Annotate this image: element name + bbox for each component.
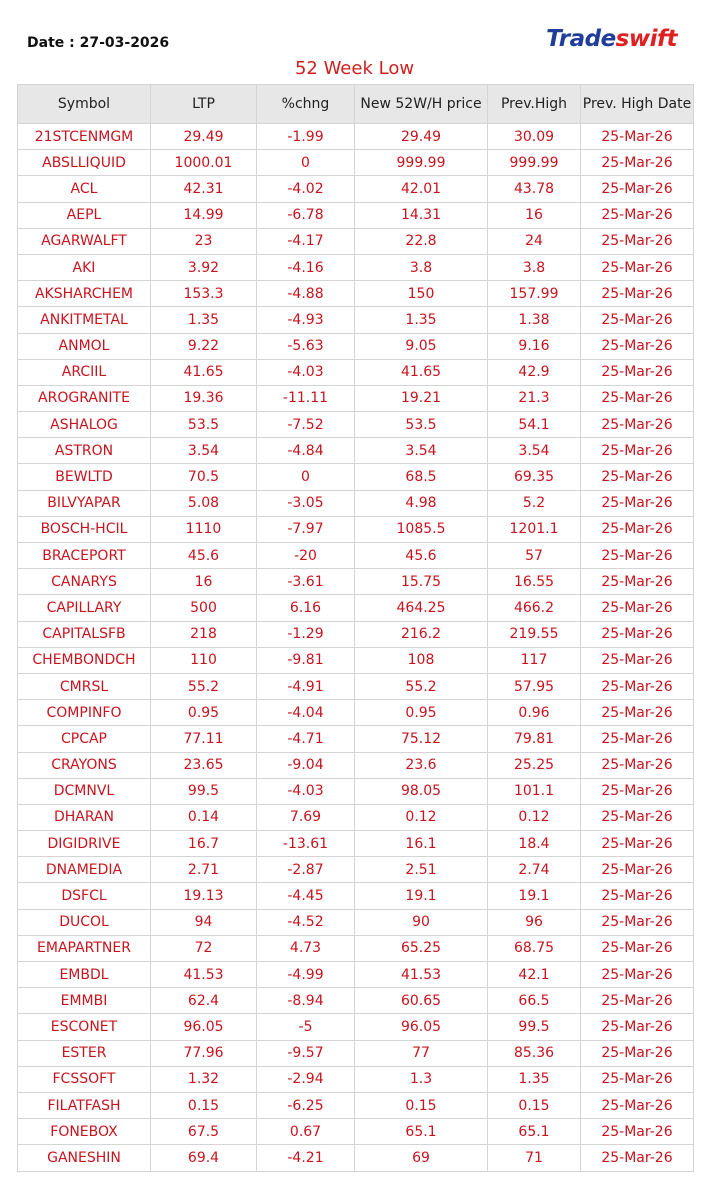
symbol-cell: 21STCENMGM <box>18 124 151 150</box>
table-row <box>18 333 694 359</box>
prev-high-date-cell: 25-Mar-26 <box>581 202 694 228</box>
new-52w-price-cell: 108 <box>355 647 488 673</box>
ltp-cell: 23 <box>151 228 257 254</box>
percent-change-cell: -13.61 <box>257 831 355 857</box>
table-row <box>18 254 694 280</box>
new-52w-price-cell: 90 <box>355 909 488 935</box>
symbol-cell: BRACEPORT <box>18 543 151 569</box>
symbol-cell: ABSLLIQUID <box>18 150 151 176</box>
table-row <box>18 988 694 1014</box>
table-row <box>18 176 694 202</box>
percent-change-cell: -9.81 <box>257 647 355 673</box>
logo-text-trade: Trade <box>546 26 616 52</box>
new-52w-price-cell: 0.15 <box>355 1092 488 1118</box>
ltp-cell: 67.5 <box>151 1119 257 1145</box>
new-52w-price-cell: 23.6 <box>355 752 488 778</box>
prev-high-date-cell: 25-Mar-26 <box>581 909 694 935</box>
new-52w-price-cell: 45.6 <box>355 543 488 569</box>
prev-high-date-cell: 25-Mar-26 <box>581 673 694 699</box>
new-52w-price-cell: 77 <box>355 1040 488 1066</box>
percent-change-cell: -6.78 <box>257 202 355 228</box>
ltp-cell: 72 <box>151 935 257 961</box>
symbol-cell: AKI <box>18 254 151 280</box>
prev-high-cell: 16.55 <box>488 569 581 595</box>
ltp-cell: 70.5 <box>151 464 257 490</box>
prev-high-date-cell: 25-Mar-26 <box>581 831 694 857</box>
prev-high-date-cell: 25-Mar-26 <box>581 124 694 150</box>
ltp-cell: 0.15 <box>151 1092 257 1118</box>
new-52w-price-cell: 16.1 <box>355 831 488 857</box>
percent-change-cell: -4.52 <box>257 909 355 935</box>
new-52w-price-cell: 65.1 <box>355 1119 488 1145</box>
prev-high-cell: 3.8 <box>488 254 581 280</box>
prev-high-cell: 0.96 <box>488 700 581 726</box>
ltp-cell: 96.05 <box>151 1014 257 1040</box>
symbol-cell: FILATFASH <box>18 1092 151 1118</box>
symbol-cell: EMBDL <box>18 962 151 988</box>
prev-high-date-cell: 25-Mar-26 <box>581 543 694 569</box>
symbol-cell: AROGRANITE <box>18 385 151 411</box>
table-row <box>18 700 694 726</box>
ltp-cell: 9.22 <box>151 333 257 359</box>
percent-change-cell: -4.17 <box>257 228 355 254</box>
prev-high-date-cell: 25-Mar-26 <box>581 412 694 438</box>
table-row <box>18 1014 694 1040</box>
symbol-cell: ANMOL <box>18 333 151 359</box>
prev-high-cell: 96 <box>488 909 581 935</box>
new-52w-price-cell: 19.1 <box>355 883 488 909</box>
ltp-cell: 500 <box>151 595 257 621</box>
percent-change-cell: 0.67 <box>257 1119 355 1145</box>
percent-change-cell: -4.02 <box>257 176 355 202</box>
new-52w-price-cell: 29.49 <box>355 124 488 150</box>
percent-change-cell: -5 <box>257 1014 355 1040</box>
percent-change-cell: -9.57 <box>257 1040 355 1066</box>
percent-change-cell: -4.71 <box>257 726 355 752</box>
prev-high-date-cell: 25-Mar-26 <box>581 281 694 307</box>
symbol-cell: BOSCH-HCIL <box>18 516 151 542</box>
percent-change-cell: -9.04 <box>257 752 355 778</box>
new-52w-price-cell: 75.12 <box>355 726 488 752</box>
prev-high-cell: 57.95 <box>488 673 581 699</box>
new-52w-price-cell: 3.8 <box>355 254 488 280</box>
table-header-row <box>18 85 694 124</box>
prev-high-cell: 42.1 <box>488 962 581 988</box>
new-52w-price-cell: 53.5 <box>355 412 488 438</box>
prev-high-cell: 57 <box>488 543 581 569</box>
percent-change-cell: -4.04 <box>257 700 355 726</box>
table-row <box>18 412 694 438</box>
symbol-cell: COMPINFO <box>18 700 151 726</box>
prev-high-cell: 65.1 <box>488 1119 581 1145</box>
new-52w-price-cell: 41.65 <box>355 359 488 385</box>
new-52w-price-cell: 9.05 <box>355 333 488 359</box>
table-row <box>18 752 694 778</box>
table-row <box>18 359 694 385</box>
ltp-cell: 41.65 <box>151 359 257 385</box>
symbol-cell: CPCAP <box>18 726 151 752</box>
prev-high-date-cell: 25-Mar-26 <box>581 516 694 542</box>
ltp-cell: 5.08 <box>151 490 257 516</box>
new-52w-price-cell: 999.99 <box>355 150 488 176</box>
prev-high-cell: 0.15 <box>488 1092 581 1118</box>
ltp-cell: 218 <box>151 621 257 647</box>
prev-high-cell: 30.09 <box>488 124 581 150</box>
prev-high-date-cell: 25-Mar-26 <box>581 857 694 883</box>
symbol-cell: ANKITMETAL <box>18 307 151 333</box>
prev-high-date-cell: 25-Mar-26 <box>581 700 694 726</box>
prev-high-date-cell: 25-Mar-26 <box>581 752 694 778</box>
symbol-cell: DCMNVL <box>18 778 151 804</box>
table-row <box>18 883 694 909</box>
percent-change-cell: -2.87 <box>257 857 355 883</box>
prev-high-cell: 25.25 <box>488 752 581 778</box>
percent-change-cell: -7.97 <box>257 516 355 542</box>
prev-high-date-cell: 25-Mar-26 <box>581 988 694 1014</box>
ltp-cell: 55.2 <box>151 673 257 699</box>
prev-high-cell: 9.16 <box>488 333 581 359</box>
prev-high-cell: 79.81 <box>488 726 581 752</box>
ltp-cell: 16 <box>151 569 257 595</box>
table-row <box>18 543 694 569</box>
symbol-cell: ASHALOG <box>18 412 151 438</box>
percent-change-cell: 6.16 <box>257 595 355 621</box>
new-52w-price-cell: 216.2 <box>355 621 488 647</box>
new-52w-price-cell: 14.31 <box>355 202 488 228</box>
report-date: Date : 27-03-2026 <box>27 35 170 51</box>
ltp-cell: 1.32 <box>151 1066 257 1092</box>
symbol-cell: AGARWALFT <box>18 228 151 254</box>
prev-high-cell: 43.78 <box>488 176 581 202</box>
ltp-cell: 3.92 <box>151 254 257 280</box>
prev-high-date-cell: 25-Mar-26 <box>581 1119 694 1145</box>
prev-high-cell: 71 <box>488 1145 581 1171</box>
table-row <box>18 516 694 542</box>
percent-change-cell: -4.45 <box>257 883 355 909</box>
ltp-cell: 69.4 <box>151 1145 257 1171</box>
symbol-cell: GANESHIN <box>18 1145 151 1171</box>
percent-change-cell: -7.52 <box>257 412 355 438</box>
percent-change-cell: -2.94 <box>257 1066 355 1092</box>
new-52w-price-cell: 68.5 <box>355 464 488 490</box>
symbol-cell: AKSHARCHEM <box>18 281 151 307</box>
symbol-cell: CRAYONS <box>18 752 151 778</box>
prev-high-date-cell: 25-Mar-26 <box>581 935 694 961</box>
percent-change-cell: -4.99 <box>257 962 355 988</box>
ltp-cell: 62.4 <box>151 988 257 1014</box>
prev-high-date-cell: 25-Mar-26 <box>581 1145 694 1171</box>
ltp-cell: 45.6 <box>151 543 257 569</box>
ltp-cell: 1.35 <box>151 307 257 333</box>
new-52w-price-cell: 65.25 <box>355 935 488 961</box>
percent-change-cell: 0 <box>257 464 355 490</box>
new-52w-price-cell: 98.05 <box>355 778 488 804</box>
prev-high-date-cell: 25-Mar-26 <box>581 1040 694 1066</box>
prev-high-date-cell: 25-Mar-26 <box>581 150 694 176</box>
new-52w-price-cell: 19.21 <box>355 385 488 411</box>
ltp-cell: 42.31 <box>151 176 257 202</box>
new-52w-price-cell: 41.53 <box>355 962 488 988</box>
prev-high-date-cell: 25-Mar-26 <box>581 176 694 202</box>
prev-high-cell: 16 <box>488 202 581 228</box>
prev-high-cell: 999.99 <box>488 150 581 176</box>
table-row <box>18 962 694 988</box>
percent-change-cell: -8.94 <box>257 988 355 1014</box>
percent-change-cell: 0 <box>257 150 355 176</box>
percent-change-cell: -5.63 <box>257 333 355 359</box>
percent-change-cell: -20 <box>257 543 355 569</box>
prev-high-cell: 54.1 <box>488 412 581 438</box>
prev-high-cell: 1201.1 <box>488 516 581 542</box>
table-row <box>18 673 694 699</box>
prev-high-date-cell: 25-Mar-26 <box>581 1092 694 1118</box>
prev-high-cell: 2.74 <box>488 857 581 883</box>
table-row <box>18 1040 694 1066</box>
ltp-cell: 1110 <box>151 516 257 542</box>
symbol-cell: EMMBI <box>18 988 151 1014</box>
symbol-cell: DIGIDRIVE <box>18 831 151 857</box>
table-row <box>18 1066 694 1092</box>
symbol-cell: ASTRON <box>18 438 151 464</box>
symbol-cell: BEWLTD <box>18 464 151 490</box>
prev-high-date-cell: 25-Mar-26 <box>581 647 694 673</box>
prev-high-cell: 117 <box>488 647 581 673</box>
prev-high-date-cell: 25-Mar-26 <box>581 228 694 254</box>
ltp-cell: 41.53 <box>151 962 257 988</box>
ltp-cell: 0.95 <box>151 700 257 726</box>
table-row <box>18 569 694 595</box>
percent-change-cell: -3.61 <box>257 569 355 595</box>
symbol-cell: AEPL <box>18 202 151 228</box>
prev-high-date-cell: 25-Mar-26 <box>581 490 694 516</box>
percent-change-cell: -4.84 <box>257 438 355 464</box>
table-row <box>18 228 694 254</box>
table-row <box>18 909 694 935</box>
symbol-cell: ESCONET <box>18 1014 151 1040</box>
column-header-ltp: LTP <box>151 85 257 124</box>
table-row <box>18 778 694 804</box>
ltp-cell: 77.96 <box>151 1040 257 1066</box>
prev-high-date-cell: 25-Mar-26 <box>581 569 694 595</box>
tradeswift-logo <box>546 26 677 52</box>
percent-change-cell: -11.11 <box>257 385 355 411</box>
symbol-cell: ACL <box>18 176 151 202</box>
prev-high-cell: 1.35 <box>488 1066 581 1092</box>
symbol-cell: DHARAN <box>18 804 151 830</box>
ltp-cell: 3.54 <box>151 438 257 464</box>
prev-high-date-cell: 25-Mar-26 <box>581 333 694 359</box>
percent-change-cell: -6.25 <box>257 1092 355 1118</box>
ltp-cell: 19.13 <box>151 883 257 909</box>
ltp-cell: 1000.01 <box>151 150 257 176</box>
prev-high-cell: 42.9 <box>488 359 581 385</box>
new-52w-price-cell: 464.25 <box>355 595 488 621</box>
percent-change-cell: -4.16 <box>257 254 355 280</box>
table-row <box>18 647 694 673</box>
percent-change-cell: -4.03 <box>257 778 355 804</box>
prev-high-cell: 157.99 <box>488 281 581 307</box>
table-row <box>18 281 694 307</box>
column-header-new-52w-price: New 52W/H price <box>355 85 488 124</box>
symbol-cell: CHEMBONDCH <box>18 647 151 673</box>
symbol-cell: BILVYAPAR <box>18 490 151 516</box>
symbol-cell: ARCIIL <box>18 359 151 385</box>
ltp-cell: 99.5 <box>151 778 257 804</box>
percent-change-cell: 7.69 <box>257 804 355 830</box>
new-52w-price-cell: 1.35 <box>355 307 488 333</box>
table-body <box>18 124 694 1172</box>
prev-high-cell: 66.5 <box>488 988 581 1014</box>
symbol-cell: FCSSOFT <box>18 1066 151 1092</box>
new-52w-price-cell: 2.51 <box>355 857 488 883</box>
prev-high-date-cell: 25-Mar-26 <box>581 464 694 490</box>
new-52w-price-cell: 3.54 <box>355 438 488 464</box>
prev-high-cell: 3.54 <box>488 438 581 464</box>
prev-high-date-cell: 25-Mar-26 <box>581 726 694 752</box>
prev-high-cell: 18.4 <box>488 831 581 857</box>
prev-high-date-cell: 25-Mar-26 <box>581 307 694 333</box>
new-52w-price-cell: 150 <box>355 281 488 307</box>
ltp-cell: 110 <box>151 647 257 673</box>
ltp-cell: 14.99 <box>151 202 257 228</box>
table-row <box>18 385 694 411</box>
table-row <box>18 438 694 464</box>
ltp-cell: 2.71 <box>151 857 257 883</box>
table-row <box>18 202 694 228</box>
table-row <box>18 726 694 752</box>
prev-high-date-cell: 25-Mar-26 <box>581 359 694 385</box>
table-row <box>18 307 694 333</box>
table-row <box>18 124 694 150</box>
prev-high-cell: 69.35 <box>488 464 581 490</box>
table-row <box>18 1145 694 1171</box>
percent-change-cell: 4.73 <box>257 935 355 961</box>
table-row <box>18 621 694 647</box>
ltp-cell: 29.49 <box>151 124 257 150</box>
new-52w-price-cell: 1.3 <box>355 1066 488 1092</box>
prev-high-cell: 19.1 <box>488 883 581 909</box>
new-52w-price-cell: 1085.5 <box>355 516 488 542</box>
ltp-cell: 77.11 <box>151 726 257 752</box>
table-row <box>18 595 694 621</box>
column-header-prev-high-date: Prev. High Date <box>581 85 694 124</box>
symbol-cell: DNAMEDIA <box>18 857 151 883</box>
new-52w-price-cell: 4.98 <box>355 490 488 516</box>
page-title: 52 Week Low <box>294 58 415 79</box>
new-52w-price-cell: 15.75 <box>355 569 488 595</box>
percent-change-cell: -1.99 <box>257 124 355 150</box>
prev-high-date-cell: 25-Mar-26 <box>581 778 694 804</box>
new-52w-price-cell: 0.95 <box>355 700 488 726</box>
symbol-cell: CANARYS <box>18 569 151 595</box>
column-header-percent-change: %chng <box>257 85 355 124</box>
prev-high-date-cell: 25-Mar-26 <box>581 1014 694 1040</box>
prev-high-date-cell: 25-Mar-26 <box>581 962 694 988</box>
new-52w-price-cell: 42.01 <box>355 176 488 202</box>
column-header-symbol: Symbol <box>18 85 151 124</box>
prev-high-date-cell: 25-Mar-26 <box>581 1066 694 1092</box>
logo-text-swift: swift <box>615 26 677 52</box>
prev-high-cell: 101.1 <box>488 778 581 804</box>
new-52w-price-cell: 60.65 <box>355 988 488 1014</box>
prev-high-cell: 21.3 <box>488 385 581 411</box>
prev-high-date-cell: 25-Mar-26 <box>581 883 694 909</box>
symbol-cell: CMRSL <box>18 673 151 699</box>
percent-change-cell: -1.29 <box>257 621 355 647</box>
symbol-cell: DSFCL <box>18 883 151 909</box>
new-52w-price-cell: 22.8 <box>355 228 488 254</box>
prev-high-cell: 99.5 <box>488 1014 581 1040</box>
ltp-cell: 53.5 <box>151 412 257 438</box>
table-row <box>18 1119 694 1145</box>
symbol-cell: FONEBOX <box>18 1119 151 1145</box>
new-52w-price-cell: 96.05 <box>355 1014 488 1040</box>
ltp-cell: 16.7 <box>151 831 257 857</box>
percent-change-cell: -4.88 <box>257 281 355 307</box>
ltp-cell: 153.3 <box>151 281 257 307</box>
table-row <box>18 857 694 883</box>
column-header-prev-high: Prev.High <box>488 85 581 124</box>
percent-change-cell: -4.93 <box>257 307 355 333</box>
prev-high-cell: 68.75 <box>488 935 581 961</box>
table-row <box>18 831 694 857</box>
new-52w-price-cell: 0.12 <box>355 804 488 830</box>
table-row <box>18 150 694 176</box>
percent-change-cell: -4.03 <box>257 359 355 385</box>
prev-high-cell: 85.36 <box>488 1040 581 1066</box>
new-52w-price-cell: 55.2 <box>355 673 488 699</box>
ltp-cell: 0.14 <box>151 804 257 830</box>
prev-high-cell: 0.12 <box>488 804 581 830</box>
ltp-cell: 94 <box>151 909 257 935</box>
ltp-cell: 23.65 <box>151 752 257 778</box>
prev-high-cell: 1.38 <box>488 307 581 333</box>
symbol-cell: EMAPARTNER <box>18 935 151 961</box>
table-row <box>18 464 694 490</box>
prev-high-cell: 5.2 <box>488 490 581 516</box>
prev-high-date-cell: 25-Mar-26 <box>581 804 694 830</box>
new-52w-price-cell: 69 <box>355 1145 488 1171</box>
table-row <box>18 1092 694 1118</box>
symbol-cell: ESTER <box>18 1040 151 1066</box>
ltp-cell: 19.36 <box>151 385 257 411</box>
table-row <box>18 935 694 961</box>
percent-change-cell: -4.21 <box>257 1145 355 1171</box>
percent-change-cell: -3.05 <box>257 490 355 516</box>
prev-high-date-cell: 25-Mar-26 <box>581 621 694 647</box>
symbol-cell: CAPITALSFB <box>18 621 151 647</box>
percent-change-cell: -4.91 <box>257 673 355 699</box>
prev-high-date-cell: 25-Mar-26 <box>581 254 694 280</box>
prev-high-cell: 466.2 <box>488 595 581 621</box>
prev-high-cell: 24 <box>488 228 581 254</box>
prev-high-date-cell: 25-Mar-26 <box>581 385 694 411</box>
fifty-two-week-low-table <box>17 84 694 1172</box>
symbol-cell: DUCOL <box>18 909 151 935</box>
prev-high-cell: 219.55 <box>488 621 581 647</box>
prev-high-date-cell: 25-Mar-26 <box>581 438 694 464</box>
table-row <box>18 490 694 516</box>
prev-high-date-cell: 25-Mar-26 <box>581 595 694 621</box>
symbol-cell: CAPILLARY <box>18 595 151 621</box>
table-row <box>18 804 694 830</box>
